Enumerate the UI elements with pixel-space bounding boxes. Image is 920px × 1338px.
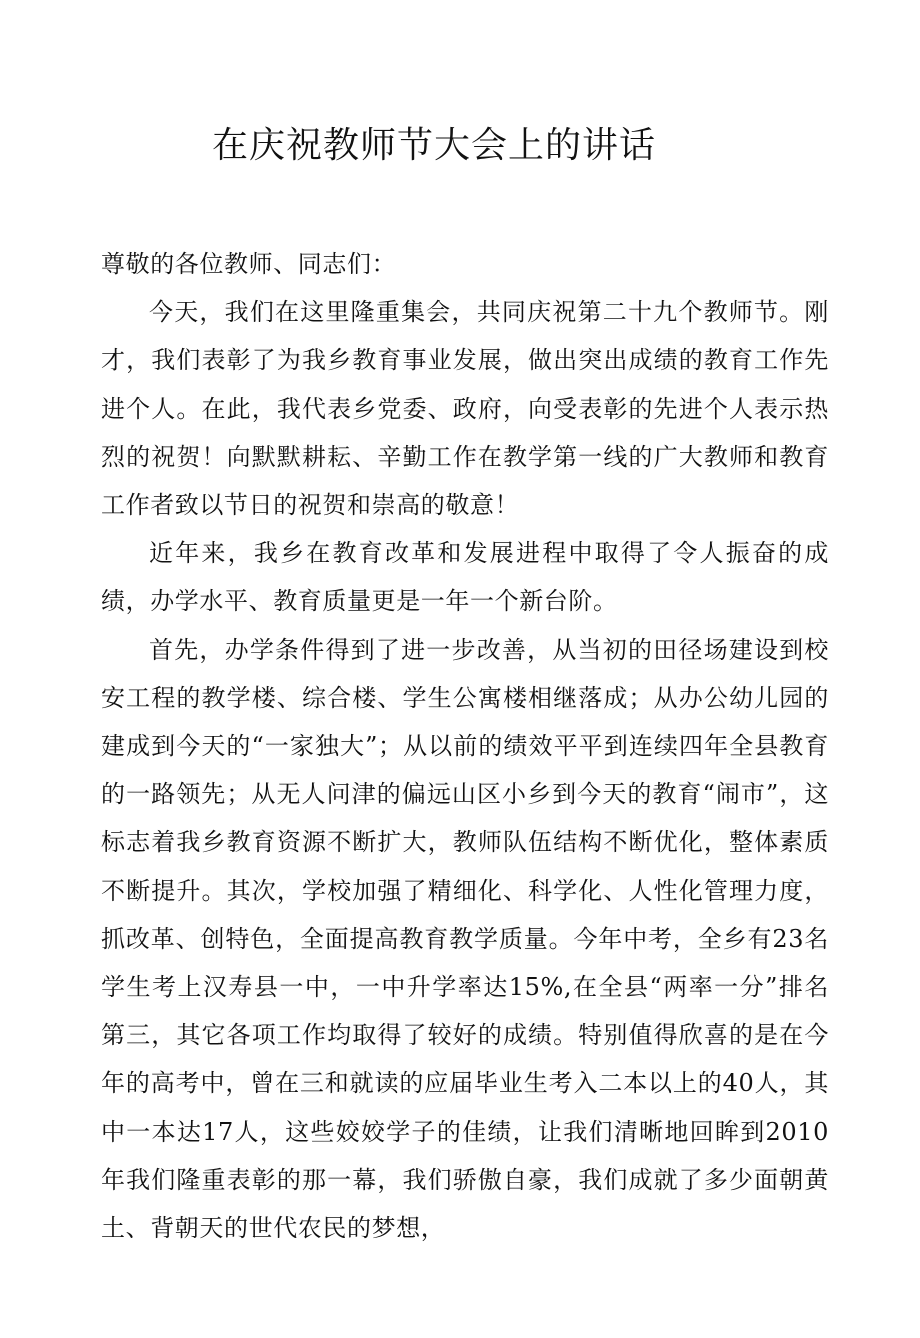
salutation: 尊敬的各位教师、同志们： [101,250,397,278]
paragraph-opening: 今天，我们在这里隆重集会，共同庆祝第二十九个教师节。刚才，我们表彰了为我乡教育事业发展，做出突出成绩的教育工作先进个人。在此，我代表乡党委、政府，向受表彰的先进个人表示热烈的祝贺！向默默耕耘、辛勤工作在教学第一线的广大教师和教育工作者致以节日的祝贺和崇高的敬意！ [101,298,829,520]
paragraph-achievements-summary: 近年来，我乡在教育改革和发展进程中取得了令人振奋的成绩，办学水平、教育质量更是一年一个新台阶。 [101,539,829,616]
speech-body [101,240,829,1252]
paragraph-achievements-detail: 首先，办学条件得到了进一步改善，从当初的田径场建设到校安工程的教学楼、综合楼、学生公寓楼相继落成；从办公幼儿园的建成到今天的“一家独大”；从以前的绩效平平到连续四年全县教育的一路领先；从无人问津的偏远山区小乡到今天的教育“闹市”，这标志着我乡教育资源不断扩大，教师队伍结构不断优化，整体素质不断提升。其次，学校加强了精细化、科学化、人性化管理力度，抓改革、创特色，全面提高教育教学质量。今年中考，全乡有23名学生考上汉寿县一中，一中升学率达15%,在全县“两率一分”排名第三，其它各项工作均取得了较好的成绩。特别值得欣喜的是在今年的高考中，曾在三和就读的应届毕业生考入二本以上的40人，其中一本达17人，这些姣姣学子的佳绩，让我们清晰地回眸到2010年我们隆重表彰的那一幕，我们骄傲自豪，我们成就了多少面朝黄土、背朝天的世代农民的梦想， [101,635,829,1243]
page-title: 在庆祝教师节大会上的讲话 [211,125,656,166]
